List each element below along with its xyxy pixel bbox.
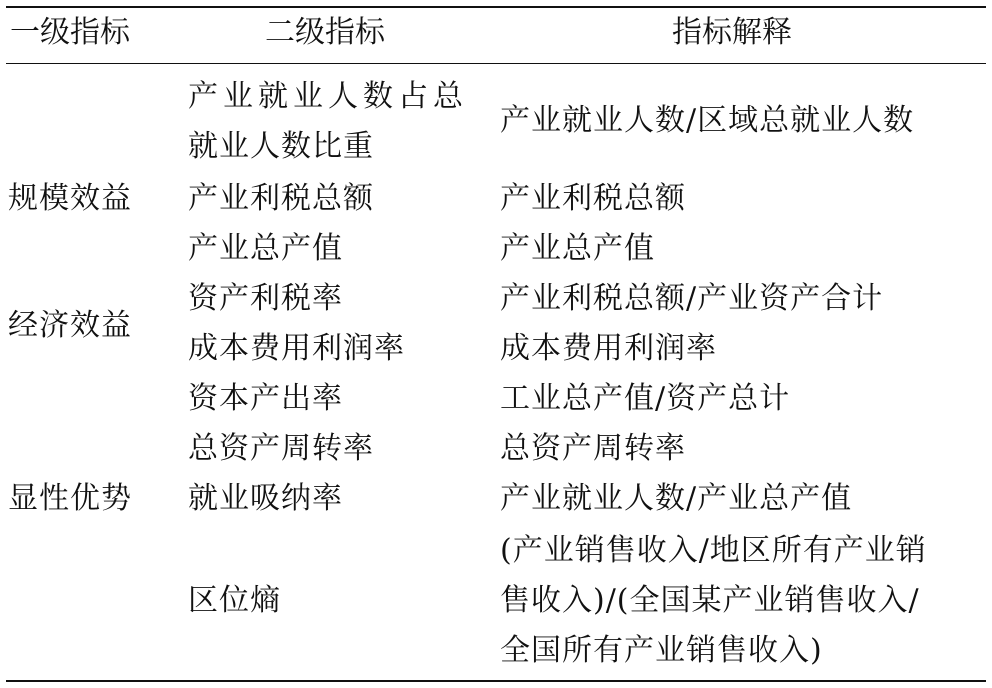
header-explanation: 指标解释 <box>672 15 792 50</box>
explanation-location-quotient-line1: (产业销售收入/地区所有产业销 <box>500 533 927 568</box>
level1-scale-benefit: 规模效益 <box>8 181 132 216</box>
indicator-total-output: 产业总产值 <box>188 231 343 266</box>
header-level2: 二级指标 <box>265 15 385 50</box>
explanation-asset-turnover: 总资产周转率 <box>500 431 686 466</box>
explanation-asset-profit-tax-rate: 产业利税总额/产业资产合计 <box>500 281 884 316</box>
explanation-profit-tax-total: 产业利税总额 <box>500 181 686 216</box>
indicator-capital-output-rate: 资本产出率 <box>188 381 343 416</box>
explanation-cost-profit-rate: 成本费用利润率 <box>500 331 717 366</box>
indicator-employment-share-line2: 就业人数比重 <box>188 129 374 164</box>
explanation-location-quotient-line2: 售收入)/(全国某产业销售收入/ <box>500 583 920 618</box>
indicator-cost-profit-rate: 成本费用利润率 <box>188 331 405 366</box>
indicator-asset-profit-tax-rate: 资产利税率 <box>188 281 343 316</box>
indicator-employment-absorption: 就业吸纳率 <box>188 481 343 516</box>
indicator-location-quotient: 区位熵 <box>188 583 281 618</box>
top-rule <box>6 6 986 8</box>
explanation-capital-output-rate: 工业总产值/资产总计 <box>500 381 791 416</box>
explanation-total-output: 产业总产值 <box>500 231 655 266</box>
bottom-rule <box>6 680 986 682</box>
header-rule <box>6 63 986 64</box>
explanation-location-quotient-line3: 全国所有产业销售收入) <box>500 633 823 668</box>
indicator-employment-share-line1: 产业就业人数占总 <box>188 79 468 114</box>
explanation-employment-share: 产业就业人数/区域总就业人数 <box>500 103 915 138</box>
level1-economic-benefit: 经济效益 <box>8 308 132 343</box>
indicator-asset-turnover: 总资产周转率 <box>188 431 374 466</box>
indicator-profit-tax-total: 产业利税总额 <box>188 181 374 216</box>
explanation-employment-absorption: 产业就业人数/产业总产值 <box>500 481 853 516</box>
level1-explicit-advantage: 显性优势 <box>8 481 132 516</box>
header-level1: 一级指标 <box>10 15 130 50</box>
